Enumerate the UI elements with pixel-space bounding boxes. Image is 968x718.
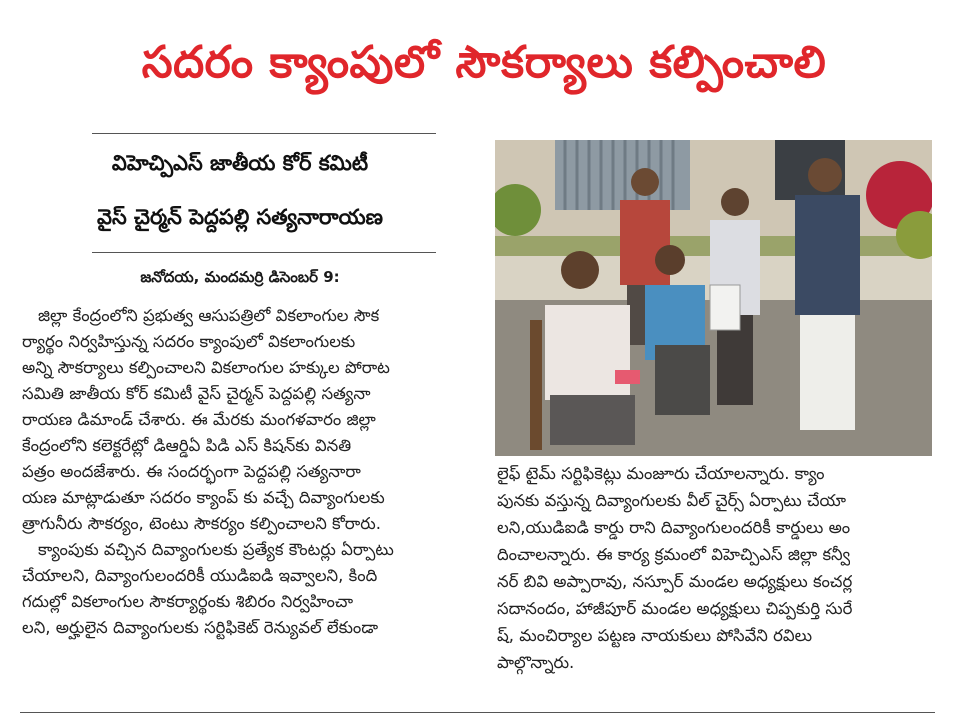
dateline: జనోదయ, మందమర్రి డిసెంబర్ 9: <box>140 268 340 286</box>
rule-bottom <box>92 252 436 253</box>
rule-footer <box>20 712 935 713</box>
news-photo <box>495 140 932 456</box>
body-line: గదుల్లో వికలాంగుల సౌకర్యార్థంకు శిబిరం నిర్వహించా <box>22 592 354 611</box>
body-line: ష్, మంచిర్యాల పట్టణ నాయకులు పోసివేని రవిలు <box>497 626 813 645</box>
body-line: అన్ని సౌకర్యాలు కల్పించాలని వికలాంగుల హక్కుల పోరాట <box>22 358 390 377</box>
body-line: సమితి జాతీయ కోర్ కమిటీ వైస్ చైర్మన్ పెద్దపల్లి సత్యనా <box>22 384 371 403</box>
body-line: లని, అర్హులైన దివ్యాంగులకు సర్టిఫికెట్ రెన్యువల్ లేకుండా <box>22 618 379 637</box>
body-line: నర్ బివి అప్పారావు, నస్పూర్ మండల అధ్యక్షులు కంచర్ల <box>497 572 853 591</box>
body-line: చేయాలని, దివ్యాంగులందరికీ యుడిఐడి ఇవ్వాలని, కింది <box>22 566 378 585</box>
body-line: క్యాంపుకు వచ్చిన దివ్యాంగులకు ప్రత్యేక కౌంటర్లు ఏర్పాటు <box>38 540 394 559</box>
rule-top <box>92 133 436 134</box>
body-line: సదానందం, హాజీపూర్ మండల అధ్యక్షులు చిప్పకుర్తి సురే <box>497 599 853 618</box>
body-line: త్రాగునీరు సౌకర్యం, టెంటు సౌకర్యం కల్పించాలని కోరారు. <box>22 514 381 533</box>
body-line: ర్యార్థం నిర్వహిస్తున్న సదరం క్యాంపులో వికలాంగులకు <box>22 332 356 351</box>
headline: సదరం క్యాంపులో సౌకర్యాలు కల్పించాలి <box>141 37 827 88</box>
body-line: పాల్గొన్నారు. <box>497 653 575 672</box>
body-line: పత్రం అందజేశారు. ఈ సందర్భంగా పెద్దపల్లి సత్యనారా <box>22 462 361 481</box>
body-line: దించాలన్నారు. ఈ కార్య క్రమంలో విహెచ్పిఎస్ జిల్లా కన్వీ <box>497 545 851 564</box>
body-line: జిల్లా కేంద్రంలోని ప్రభుత్వ ఆసుపత్రిలో వికలాంగుల సౌక <box>38 306 380 325</box>
subheadline-line2: వైస్ చైర్మన్ పెద్దపల్లి సత్యనారాయణ <box>97 205 383 229</box>
subheadline-line1: విహెచ్పిఎస్ జాతీయ కోర్ కమిటీ <box>111 151 369 175</box>
body-line: లైఫ్ టైమ్ సర్టిఫికెట్లు మంజూరు చేయాలన్నారు. క్యాం <box>497 464 825 483</box>
body-line: రాయణ డిమాండ్ చేశారు. ఈ మేరకు మంగళవారం జిల్లా <box>22 410 376 429</box>
body-line: యణ మాట్లాడుతూ సదరం క్యాంప్ కు వచ్చే దివ్యాంగులకు <box>22 488 385 507</box>
body-line: లని,యుడిఐడి కార్డు రాని దివ్యాంగులందరికీ కార్డులు అం <box>497 518 851 537</box>
body-line: కేంద్రంలోని కలెక్టరేట్లో డిఆర్డిఏ పిడి ఎస్ కిషన్‌కు వినతి <box>22 436 352 455</box>
body-line: పునకు వస్తున్న దివ్యాంగులకు వీల్ చైర్స్ ఏర్పాటు చేయా <box>497 491 847 510</box>
